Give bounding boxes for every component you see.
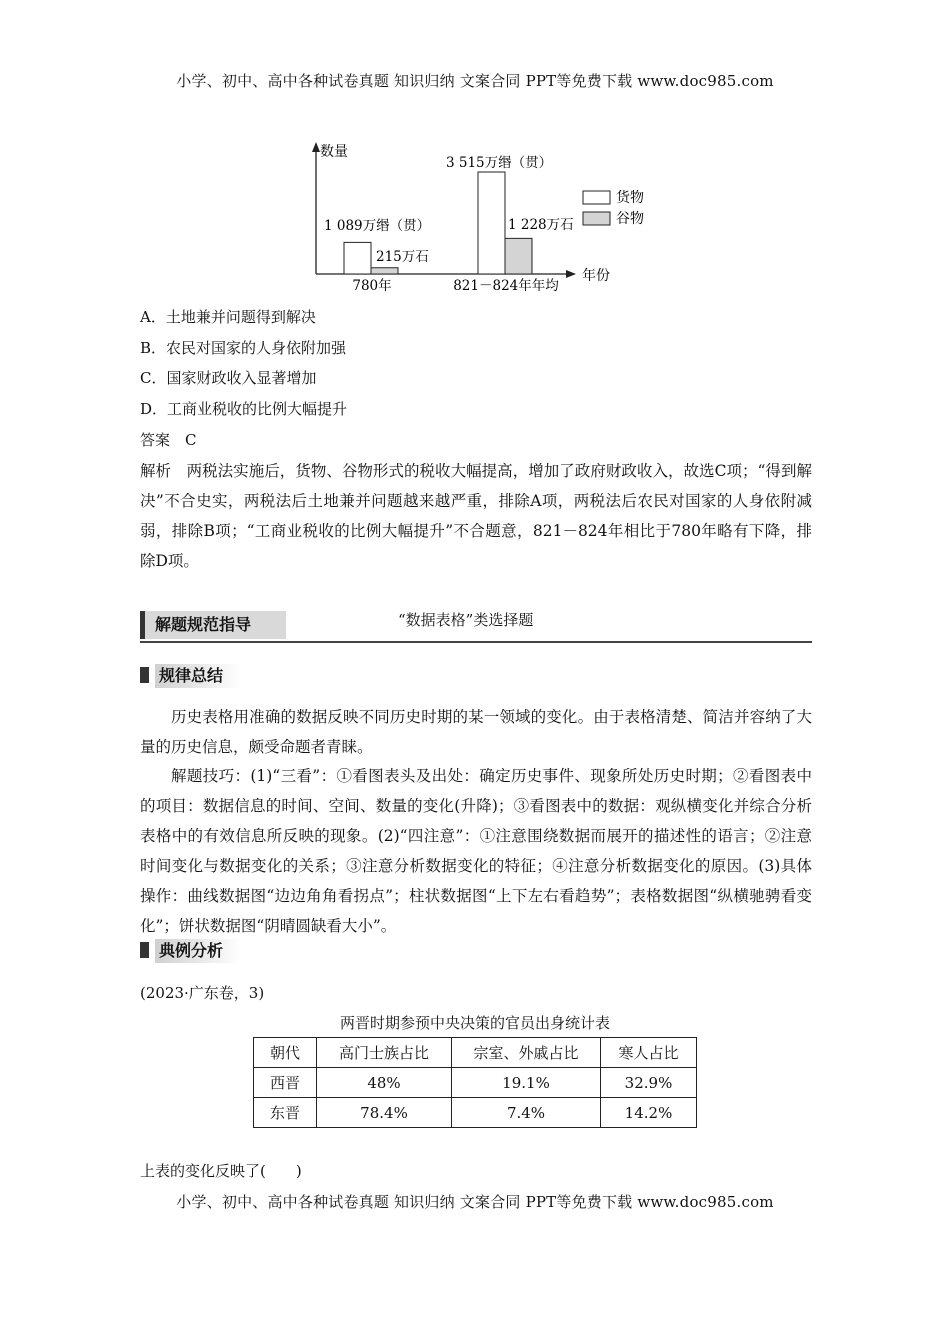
x-axis-label: 年份 [582,268,610,284]
table-header-cell: 寒人占比 [601,1038,697,1068]
legend-label-grain: 谷物 [616,211,644,227]
answer-line: 答案 C [140,431,197,449]
page-footer: 小学、初中、高中各种试卷真题 知识归纳 文案合同 PPT等免费下载 www.doc985.com [176,1193,774,1211]
section-bar [140,609,812,643]
subheading-rules-text: 规律总结 [155,664,241,688]
table-header-cell: 宗室、外戚占比 [452,1038,601,1068]
table-header-cell: 朝代 [254,1038,317,1068]
table-cell: 14.2% [601,1098,697,1128]
subheading-example [140,939,241,963]
officials-origin-table [253,1037,697,1128]
section-title: “数据表格”类选择题 [398,611,534,629]
option-b: B．农民对国家的人身依附加强 [140,339,347,357]
option-a: A．土地兼并问题得到解决 [140,308,316,326]
legend-label-goods: 货物 [616,190,644,206]
rule-paragraph-2: 解题技巧：(1)“三看”：①看图表头及出处：确定历史事件、现象所处历史时期；②看图表中的项目：数据信息的时间、空间、数量的变化(升降)；③看图表中的数据：观纵横变化并综合分析表格中的有效信息所反映的现象。(2)“四注意”：①注意围绕数据而展开的描述性的语言；②注意时间变化与数据变化的关系；③注意分析数据变化的特征；④注意分析数据变化的原因。(3)具体操作：曲线数据图“边边角角看拐点”；柱状数据图“上下左右看趋势”；表格数据图“纵横驰骋看变化”；饼状数据图“阴晴圆缺看大小”。 [140,767,812,935]
subheading-marker [140,667,149,683]
tax-bar-chart [300,138,660,298]
option-c: C．国家财政收入显著增加 [140,369,317,387]
bar-goods-1 [478,172,505,274]
rule-paragraph-1: 历史表格用准确的数据反映不同历史时期的某一领域的变化。由于表格清楚、简洁并容纳了大量的历史信息，颇受命题者青睐。 [140,708,812,756]
table-cell: 西晋 [254,1068,317,1098]
legend-swatch-grain [583,212,610,225]
legend-swatch-goods [583,191,610,204]
category-label-821: 821－824年年均 [453,278,559,294]
bar-grain-1 [505,238,532,274]
subheading-marker [140,942,149,958]
bar-label-goods-821: 3 515万缗（贯） [446,155,553,171]
bar-label-grain-780: 215万石 [376,249,429,265]
option-d: D．工商业税收的比例大幅提升 [140,400,348,418]
table-cell: 7.4% [452,1098,601,1128]
bar-grain-0 [371,268,398,274]
table-cell: 东晋 [254,1098,317,1128]
table-title: 两晋时期参预中央决策的官员出身统计表 [339,1014,610,1032]
bar-label-grain-821: 1 228万石 [508,217,574,233]
table-row [254,1098,697,1128]
table-cell: 19.1% [452,1068,601,1098]
question-source: (2023·广东卷，3) [140,984,265,1002]
table-row [254,1068,697,1098]
y-axis-label: 数量 [320,144,348,160]
analysis-paragraph: 解析 两税法实施后，货物、谷物形式的税收大幅提高，增加了政府财政收入，故选C项；“得到解决”不合史实，两税法后土地兼并问题越来越严重，排除A项，两税法后农民对国家的人身依附减弱，排除B项；“工商业税收的比例大幅提升”不合题意，821－824年相比于780年略有下降，排除D项。 [140,462,812,570]
y-axis-arrow [312,142,320,152]
table-cell: 78.4% [317,1098,452,1128]
subheading-rules [140,664,241,688]
table-cell: 48% [317,1068,452,1098]
table-header-cell: 高门士族占比 [317,1038,452,1068]
page-header: 小学、初中、高中各种试卷真题 知识归纳 文案合同 PPT等免费下载 www.doc985.com [176,72,774,90]
category-label-780: 780年 [352,278,392,294]
bar-label-goods-780: 1 089万缗（贯） [324,218,431,234]
x-axis-arrow [566,270,576,278]
subheading-example-text: 典例分析 [155,939,241,963]
question-prompt: 上表的变化反映了( ) [140,1162,302,1180]
table-cell: 32.9% [601,1068,697,1098]
bar-goods-0 [344,242,371,274]
table-header-row [254,1038,697,1068]
section-badge: 解题规范指导 [140,611,286,639]
